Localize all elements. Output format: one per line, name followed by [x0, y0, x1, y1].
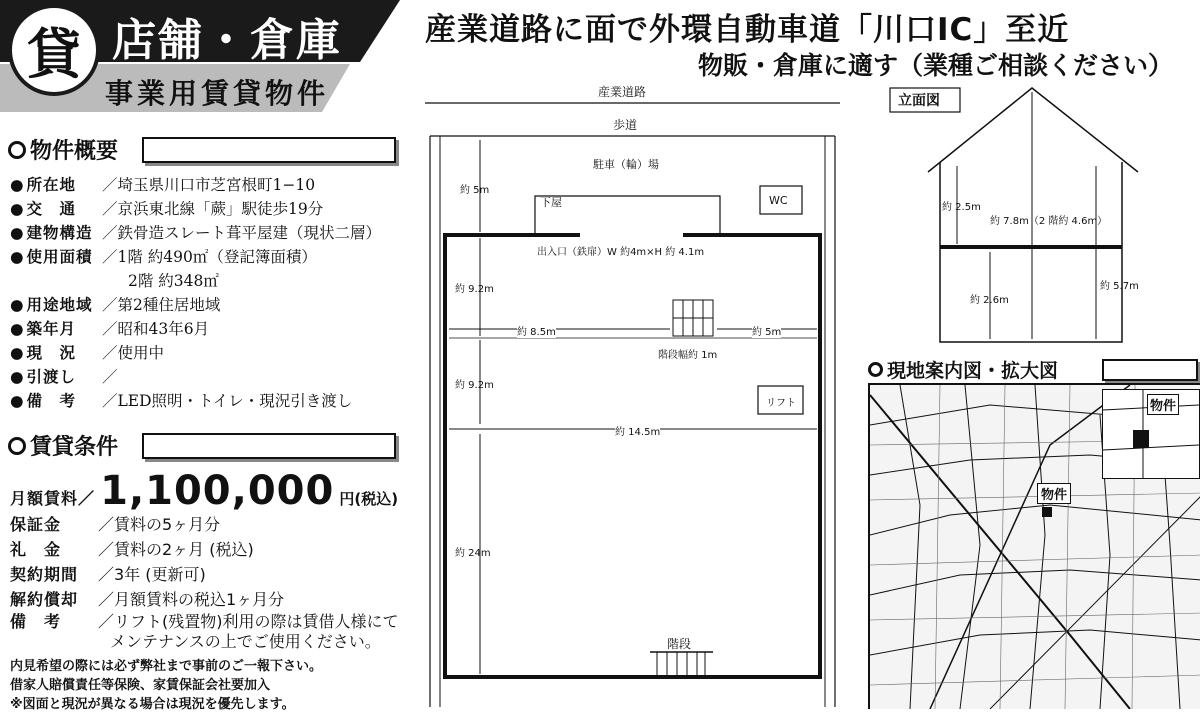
conditions-heading-text: 賃貸条件 — [30, 435, 119, 460]
spec-row: ● 所在地 ／埼玉県川口市芝宮根町1−10 — [10, 173, 381, 197]
road-label: 産業道路 — [598, 85, 647, 99]
spec-row: ● 使用面積 ／1階 約490㎡（登記簿面積） — [10, 245, 381, 269]
note-line: 借家人賠償責任等保険、家賃保証会社要加入 — [10, 678, 271, 693]
page-title: 店舗・倉庫 — [112, 15, 342, 66]
condition-row: 保証金 ／賃料の5ヶ月分 — [10, 515, 221, 534]
headline: 産業道路に面で外環自動車道「川口IC」至近 — [425, 12, 1070, 48]
dim-left-width: 約 8.5m — [517, 323, 556, 338]
spec-row: 2階 約348㎡ — [128, 272, 219, 290]
dim-mid-depth: 約 9.2m — [455, 380, 494, 391]
stair-width-label: 階段幅約 1m — [658, 350, 718, 361]
heading-box — [142, 137, 396, 163]
dim-total-width: 約 14.5m — [615, 423, 660, 438]
heading-box — [1102, 359, 1198, 381]
dim-lower-height: 約 2.6m — [970, 295, 1009, 306]
spec-row: ● 引渡し ／ — [10, 365, 381, 389]
notes — [10, 655, 322, 712]
map-inset — [1102, 389, 1200, 479]
condition-row: 礼 金 ／賃料の2ヶ月 (税込) — [10, 540, 254, 559]
sidewalk-label: 歩道 — [613, 118, 638, 132]
stairs-label: 階段 — [667, 637, 692, 651]
spec-row: ● 備 考 ／LED照明・トイレ・現況引き渡し — [10, 389, 381, 413]
inset-property-marker: 物件 — [1147, 394, 1179, 415]
overview-heading-text: 物件概要 — [30, 139, 119, 164]
spec-row: ● 交 通 ／京浜東北線「蕨」駅徒歩19分 — [10, 197, 381, 221]
rent-amount: 1,100,000 — [100, 468, 335, 514]
spec-row: ● 築年月 ／昭和43年6月 — [10, 317, 381, 341]
dim-parking-depth: 約 5m — [460, 185, 490, 196]
condition-row: 契約期間 ／3年 (更新可) — [10, 565, 206, 584]
spec-row: ● 建物構造 ／鉄骨造スレート葺平屋建（現状二層） — [10, 221, 381, 245]
overview-heading — [8, 134, 118, 165]
spec-row: ● 現 況 ／使用中 — [10, 341, 381, 365]
floor-plan — [425, 68, 845, 707]
spec-row: ● 用途地域 ／第2種住居地域 — [10, 293, 381, 317]
dim-upper-height: 約 2.5m — [942, 202, 981, 213]
conditions-heading — [8, 430, 118, 461]
condition-row: 解約償却 ／月額賃料の税込1ヶ月分 — [10, 590, 285, 609]
conditions-list — [10, 512, 399, 652]
property-marker: 物件 — [1037, 483, 1071, 504]
shed-label: 下屋 — [540, 196, 562, 209]
wc-label: WC — [769, 194, 788, 207]
parking-label: 駐車（輪）場 — [593, 158, 659, 171]
dim-total-height: 約 7.8m（2 階約 4.6m） — [990, 216, 1108, 227]
subheadline: 物販・倉庫に適す（業種ご相談ください） — [698, 51, 1174, 80]
note-line: 内見希望の際には必ず弊社まで事前のご一報下さい。 — [10, 659, 323, 674]
overview-list — [10, 173, 381, 413]
location-map — [868, 383, 1200, 709]
dim-right-width: 約 5m — [752, 323, 781, 338]
elevation-heading: 立面図 — [898, 93, 940, 109]
dim-eave-height: 約 5.7m — [1100, 281, 1139, 292]
note-line: ※図面と現況が異なる場合は現況を優先します。 — [10, 697, 295, 712]
map-heading-text: 現地案内図・拡大図 — [887, 360, 1059, 382]
heading-box — [142, 433, 396, 459]
rent-row: 月額賃料／ 1,100,000 円(税込) — [10, 468, 399, 514]
map-heading — [868, 356, 1058, 383]
dim-front-depth: 約 9.2m — [455, 284, 494, 295]
entrance-label: 出入口（鉄扉）W 約4m×H 約 4.1m — [537, 247, 705, 258]
page-subtitle: 事業用賃貸物件 — [105, 77, 330, 110]
rent-badge: 貸 — [8, 4, 100, 96]
circle-bullet-icon — [868, 362, 883, 377]
lift-label: リフト — [766, 398, 796, 409]
condition-row: メンテナンスの上でご使用ください。 — [110, 632, 381, 651]
condition-row: 備 考 ／リフト(残置物)利用の際は賃借人様にて — [10, 612, 399, 631]
property-location-pin — [1042, 507, 1052, 517]
circle-bullet-icon — [8, 437, 26, 455]
dim-total-depth: 約 24m — [455, 548, 491, 559]
circle-bullet-icon — [8, 141, 26, 159]
elevation-view — [862, 84, 1200, 354]
